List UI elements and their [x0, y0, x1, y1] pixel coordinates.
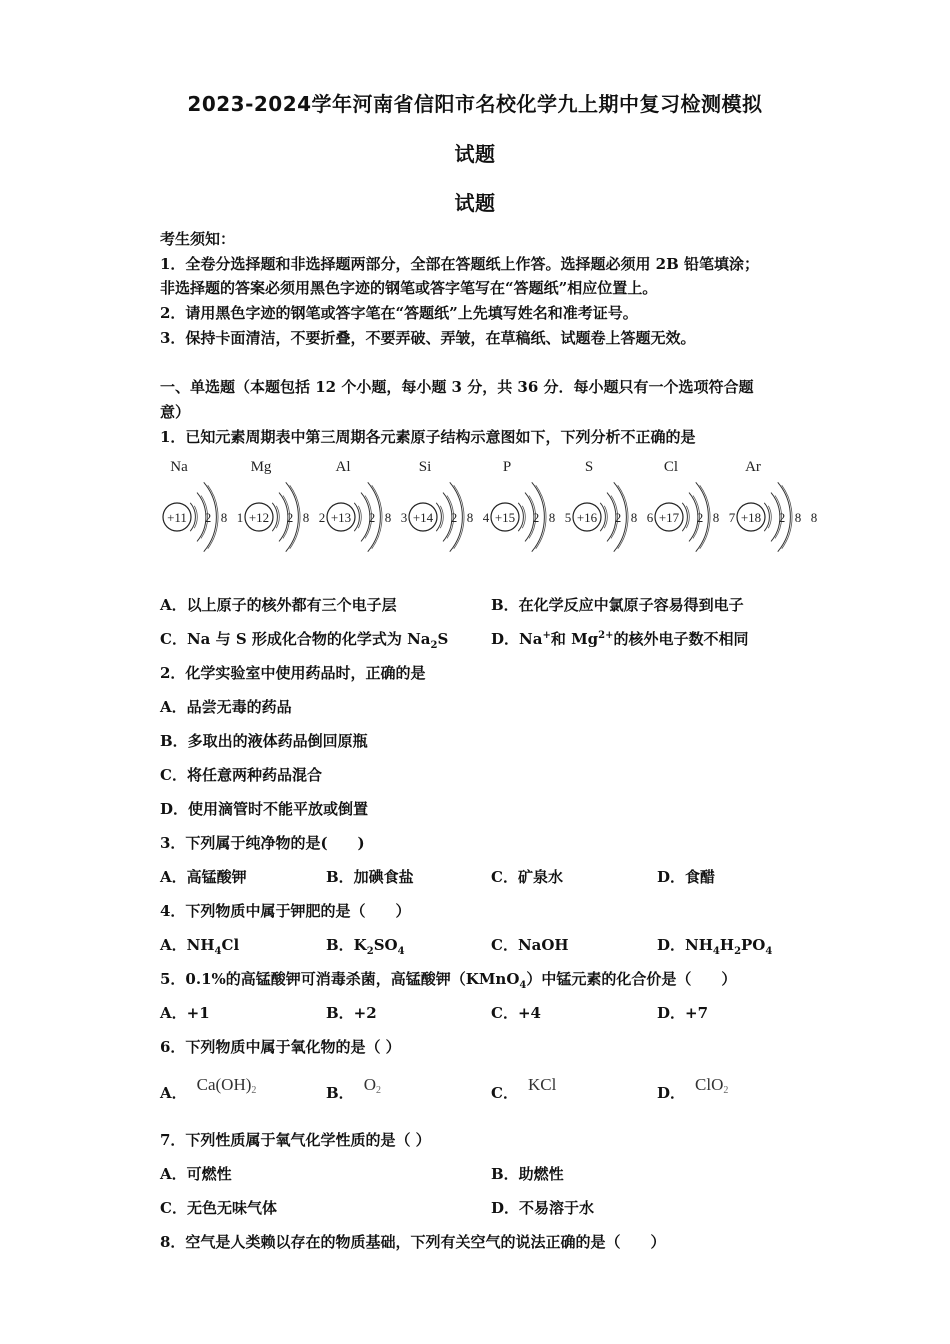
nucleus-charge: +18: [740, 510, 762, 525]
shell-electron-count: 8: [220, 510, 228, 525]
atom-na: [163, 459, 243, 552]
q5-stem: [160, 968, 736, 991]
shell-electron-count: 2: [286, 510, 294, 525]
q7-option-b[interactable]: B．助燃性: [491, 1165, 564, 1183]
shell-electron-count: 8: [794, 510, 802, 525]
atom-si: [409, 459, 490, 552]
q4-option-a[interactable]: [160, 934, 239, 957]
q4-d-sub3: 4: [765, 946, 773, 957]
atom-symbol: Cl: [663, 459, 679, 475]
q2-option-a[interactable]: A．品尝无毒的药品: [160, 698, 292, 716]
shell-electron-count: 3: [400, 510, 408, 525]
exam-title-line3: 试题: [454, 191, 496, 215]
q5-option-b[interactable]: B．+2: [326, 1004, 377, 1022]
atom-symbol: P: [502, 459, 512, 475]
q1-option-c[interactable]: [160, 628, 448, 651]
q6-b-label: B．: [326, 1084, 354, 1102]
q6-a-formula-text: Ca(OH): [196, 1075, 252, 1094]
q4-a-sub: 4: [214, 946, 222, 957]
q1-stem: 1．已知元素周期表中第三周期各元素原子结构示意图如下，下列分析不正确的是: [160, 428, 696, 446]
q6-d-formula-text: ClO: [695, 1075, 724, 1094]
q7-option-a[interactable]: A．可燃性: [160, 1165, 232, 1183]
q5-stem-sub: 4: [519, 980, 527, 991]
q6-b-formula-sub: 2: [375, 1085, 381, 1096]
q3-stem: 3．下列属于纯净物的是( ): [160, 834, 365, 852]
q4-a-text: A．NH: [160, 936, 215, 954]
shell-electron-count: 8: [384, 510, 392, 525]
shell-electron-count: 2: [532, 510, 540, 525]
q1-option-d[interactable]: [491, 628, 749, 649]
q4-d-sub2: 2: [734, 946, 742, 957]
shell-electron-count: 2: [204, 510, 212, 525]
q1-option-d-post: 的核外电子数不相同: [613, 630, 749, 648]
shell-electron-count: 8: [630, 510, 638, 525]
shell-electron-count: 7: [728, 510, 736, 525]
exam-title-line2: 试题: [454, 142, 496, 166]
q3-option-a[interactable]: A．高锰酸钾: [160, 868, 247, 886]
q1-option-c-post: S: [437, 630, 449, 648]
q4-option-d[interactable]: [657, 934, 772, 957]
atom-al: [327, 459, 407, 552]
atom-mg: [245, 459, 325, 552]
atom-symbol: S: [584, 459, 594, 475]
q1-option-d-sup1: +: [542, 630, 551, 641]
q1-option-c-text: C．Na 与 S 形成化合物的化学式为 Na: [160, 630, 431, 648]
q4-option-c[interactable]: C．NaOH: [491, 936, 569, 954]
q4-d-sub1: 4: [712, 946, 720, 957]
q6-a-formula-sub: 2: [251, 1085, 257, 1096]
notice-heading: 考生须知：: [160, 230, 236, 248]
nucleus-charge: +11: [167, 510, 187, 525]
atom-symbol: Na: [170, 459, 188, 475]
q6-d-label: D．: [657, 1084, 686, 1102]
atom-cl: [655, 459, 736, 552]
q6-d-formula: [695, 1075, 728, 1094]
q4-stem: 4．下列物质中属于钾肥的是（ ）: [160, 902, 411, 920]
atom-ar: [737, 459, 817, 552]
atom-symbol: Ar: [745, 459, 761, 475]
q3-option-b[interactable]: B．加碘食盐: [326, 868, 414, 886]
q1-option-d-mid: 和 Mg: [550, 630, 599, 648]
q5-option-d[interactable]: D．+7: [657, 1004, 709, 1022]
q3-option-d[interactable]: D．食醋: [657, 868, 716, 886]
shell-electron-count: 2: [614, 510, 622, 525]
notice-item-1a: 1．全卷分选择题和非选择题两部分，全部在答题纸上作答。选择题必须用 2B 铅笔填涂；: [160, 255, 760, 273]
shell-electron-count: 8: [712, 510, 720, 525]
q4-a-post: Cl: [221, 936, 240, 954]
q2-option-c[interactable]: C．将任意两种药品混合: [160, 766, 322, 784]
q6-option-c[interactable]: [491, 1075, 557, 1103]
q1-option-a[interactable]: A．以上原子的核外都有三个电子层: [160, 596, 397, 614]
q4-d-text: D．NH: [657, 936, 713, 954]
atom-symbol: Si: [418, 459, 432, 475]
q6-a-label: A．: [160, 1084, 187, 1102]
exam-title-line1: 2023-2024学年河南省信阳市名校化学九上期中复习检测模拟: [187, 92, 763, 116]
shell-electron-count: 8: [302, 510, 310, 525]
atom-p: [491, 459, 571, 552]
q4-b-sub: 2: [366, 946, 374, 957]
q4-d-mid: H: [719, 936, 735, 954]
q5-stem-text: 5．0.1%的高锰酸钾可消毒杀菌，高锰酸钾（KMnO: [160, 970, 520, 988]
q2-option-b[interactable]: B．多取出的液体药品倒回原瓶: [160, 732, 368, 750]
q1-option-b[interactable]: B．在化学反应中氯原子容易得到电子: [491, 596, 744, 614]
q4-b-mid: SO: [373, 936, 398, 954]
q4-b-text: B．K: [326, 936, 367, 954]
nucleus-charge: +12: [248, 510, 270, 525]
q6-d-formula-sub: 2: [723, 1085, 729, 1096]
section-heading-a: 一、单选题（本题包括 12 个小题，每小题 3 分，共 36 分．每小题只有一个选项符合题: [160, 378, 754, 396]
q2-stem: 2．化学实验室中使用药品时，正确的是: [160, 664, 426, 682]
shell-electron-count: 6: [646, 510, 654, 525]
shell-electron-count: 8: [810, 510, 818, 525]
q1-option-c-sub: 2: [430, 640, 438, 651]
q6-option-b[interactable]: [326, 1075, 381, 1104]
atomic-structure-diagram: [155, 455, 818, 570]
nucleus-charge: +17: [658, 510, 680, 525]
nucleus-charge: +15: [494, 510, 516, 525]
q5-option-a[interactable]: A．+1: [160, 1004, 210, 1022]
shell-electron-count: 2: [368, 510, 376, 525]
q6-option-a[interactable]: [160, 1075, 257, 1104]
q7-option-c[interactable]: C．无色无味气体: [160, 1199, 277, 1217]
q6-stem: 6．下列物质中属于氧化物的是（ ）: [160, 1038, 401, 1056]
atom-symbol: Al: [335, 459, 351, 475]
q4-option-b[interactable]: [326, 934, 405, 957]
q6-option-d[interactable]: [657, 1075, 729, 1104]
shell-electron-count: 8: [548, 510, 556, 525]
q1-option-d-text: D．Na: [491, 630, 543, 648]
atom-symbol: Mg: [250, 459, 272, 475]
shell-electron-count: 2: [318, 510, 326, 525]
q2-option-d[interactable]: D．使用滴管时不能平放或倒置: [160, 800, 369, 818]
q7-option-d[interactable]: D．不易溶于水: [491, 1199, 595, 1217]
notice-item-2: 2．请用黑色字迹的钢笔或答字笔在“答题纸”上先填写姓名和准考证号。: [160, 304, 638, 322]
q3-option-c[interactable]: C．矿泉水: [491, 868, 563, 886]
shell-electron-count: 2: [696, 510, 704, 525]
q6-c-formula: KCl: [527, 1075, 557, 1094]
nucleus-charge: +14: [412, 510, 434, 525]
q7-stem: 7．下列性质属于氧气化学性质的是（ ）: [160, 1131, 431, 1149]
nucleus-charge: +16: [576, 510, 598, 525]
atom-s: [573, 459, 654, 552]
q6-a-formula: [197, 1075, 257, 1094]
shell-electron-count: 2: [450, 510, 458, 525]
q6-c-label: C．: [491, 1084, 518, 1102]
nucleus-charge: +13: [330, 510, 352, 525]
q4-b-sub2: 4: [397, 946, 405, 957]
shell-electron-count: 2: [778, 510, 786, 525]
shell-electron-count: 1: [236, 510, 244, 525]
notice-item-1b: 非选择题的答案必须用黑色字迹的钢笔或答字笔写在“答题纸”相应位置上。: [160, 279, 658, 297]
q5-stem-post: ）中锰元素的化合价是（ ）: [526, 970, 737, 988]
q4-d-mid2: PO: [741, 936, 766, 954]
section-heading-b: 意）: [160, 403, 191, 421]
q6-b-formula: [364, 1075, 381, 1094]
q8-stem: 8．空气是人类赖以存在的物质基础，下列有关空气的说法正确的是（ ）: [160, 1233, 666, 1251]
q6-b-formula-text: O: [363, 1075, 376, 1094]
q1-option-d-sup2: 2+: [598, 630, 614, 641]
shell-electron-count: 8: [466, 510, 474, 525]
shell-electron-count: 4: [482, 510, 490, 525]
q5-option-c[interactable]: C．+4: [491, 1004, 541, 1022]
shell-electron-count: 5: [564, 510, 572, 525]
notice-item-3: 3．保持卡面清洁，不要折叠，不要弄破、弄皱，在草稿纸、试题卷上答题无效。: [160, 329, 696, 347]
